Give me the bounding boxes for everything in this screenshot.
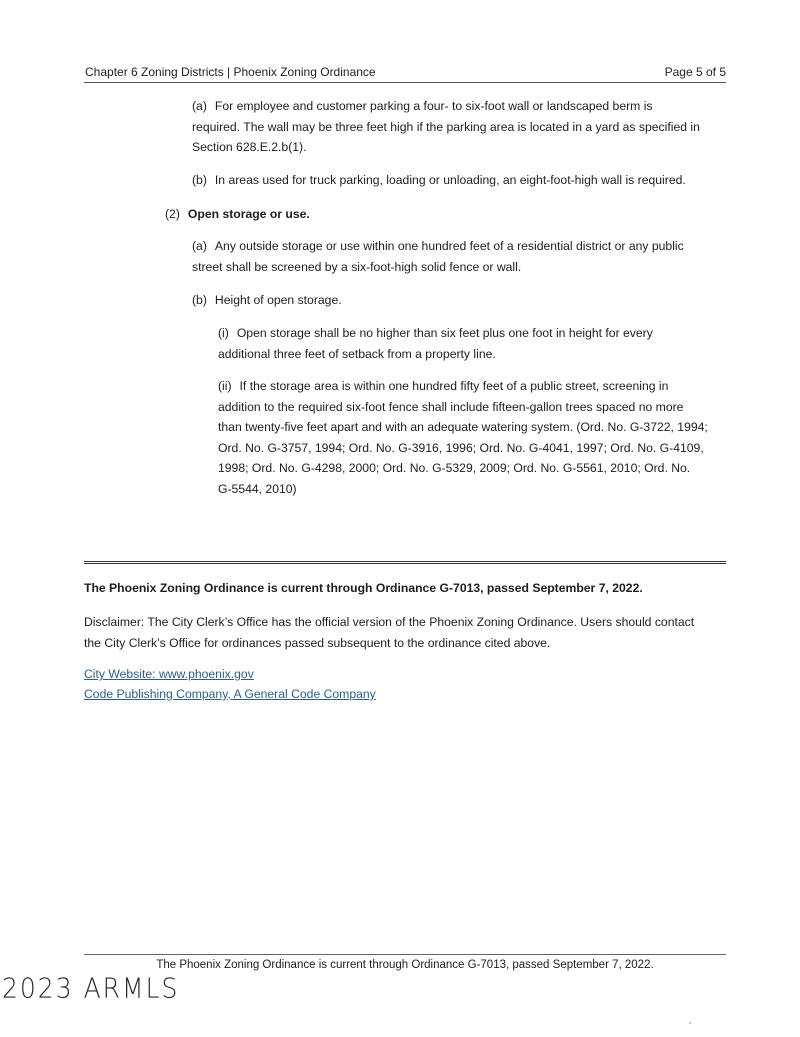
text-line: the City Clerk’s Office for ordinances passed subsequent to the ordinance cited above. — [84, 635, 551, 650]
text-line: Open storage shall be no higher than six feet plus one foot in height for every — [236, 326, 653, 340]
paragraph-a-outside-storage — [192, 236, 732, 277]
disclaimer — [84, 612, 724, 653]
text-line: G-5544, 2010) — [218, 481, 297, 496]
list-marker: (b) — [192, 173, 207, 187]
page-header — [84, 64, 726, 83]
paragraph-a-parking-wall — [192, 96, 732, 158]
city-website-link[interactable]: City Website: www.phoenix.gov — [84, 667, 254, 681]
text-line: street shall be screened by a six-foot-high solid fence or wall. — [192, 259, 522, 274]
currency-note: The Phoenix Zoning Ordinance is current through Ordinance G-7013, passed September 7, 2022. — [84, 581, 643, 595]
paragraph-i-height-limit — [218, 323, 728, 364]
text-line: Height of open storage. — [214, 293, 342, 307]
list-marker: (a) — [192, 99, 207, 113]
paragraph-b-height — [192, 290, 732, 311]
paragraph-b-truck-parking — [192, 170, 732, 191]
text-line: If the storage area is within one hundred fifty feet of a public street, screening in — [239, 379, 669, 393]
list-marker: (a) — [192, 239, 207, 253]
page-footer: The Phoenix Zoning Ordinance is current through Ordinance G-7013, passed September 7, 2022. — [156, 959, 654, 971]
list-marker: (ii) — [218, 379, 232, 393]
section-2-heading — [165, 204, 725, 225]
list-marker: (i) — [218, 326, 229, 340]
text-line: 1998; Ord. No. G-4298, 2000; Ord. No. G-5329, 2009; Ord. No. G-5561, 2010; Ord. No. — [218, 461, 691, 475]
list-marker: (2) — [165, 207, 180, 221]
text-line: than twenty-five feet apart and with an adequate watering system. (Ord. No. G-3722, 1994; — [218, 420, 708, 434]
scan-speck — [689, 1022, 691, 1024]
page-number: Page 5 of 5 — [664, 65, 726, 79]
paragraph-ii-screening — [218, 376, 728, 499]
text-line: addition to the required six-foot fence shall include fifteen-gallon trees spaced no more — [218, 399, 684, 414]
code-publishing-link[interactable]: Code Publishing Company, A General Code Company — [84, 687, 376, 701]
text-line: Any outside storage or use within one hundred feet of a residential district or any public — [214, 239, 684, 253]
list-marker: (b) — [192, 293, 207, 307]
text-line: Section 628.E.2.b(1). — [192, 140, 307, 154]
footer-divider — [84, 954, 726, 955]
section-heading: Open storage or use. — [187, 207, 310, 221]
text-line: Ord. No. G-3757, 1994; Ord. No. G-3916, 1996; Ord. No. G-4041, 1997; Ord. No. G-4109, — [218, 440, 704, 455]
text-line: In areas used for truck parking, loading or unloading, an eight-foot-high wall is required. — [214, 173, 686, 187]
mls-watermark: 2023 ARMLS — [2, 972, 180, 1004]
text-line: additional three feet of setback from a property line. — [218, 346, 496, 361]
text-line: Disclaimer: The City Clerk’s Office has the official version of the Phoenix Zoning Ordinance. Users should contact — [84, 615, 695, 629]
text-line: For employee and customer parking a four- to six-foot wall or landscaped berm is — [214, 99, 653, 113]
header-title: Chapter 6 Zoning Districts | Phoenix Zoning Ordinance — [85, 65, 376, 79]
text-line: required. The wall may be three feet high if the parking area is located in a yard as specified in — [192, 119, 700, 134]
section-divider — [84, 561, 726, 564]
